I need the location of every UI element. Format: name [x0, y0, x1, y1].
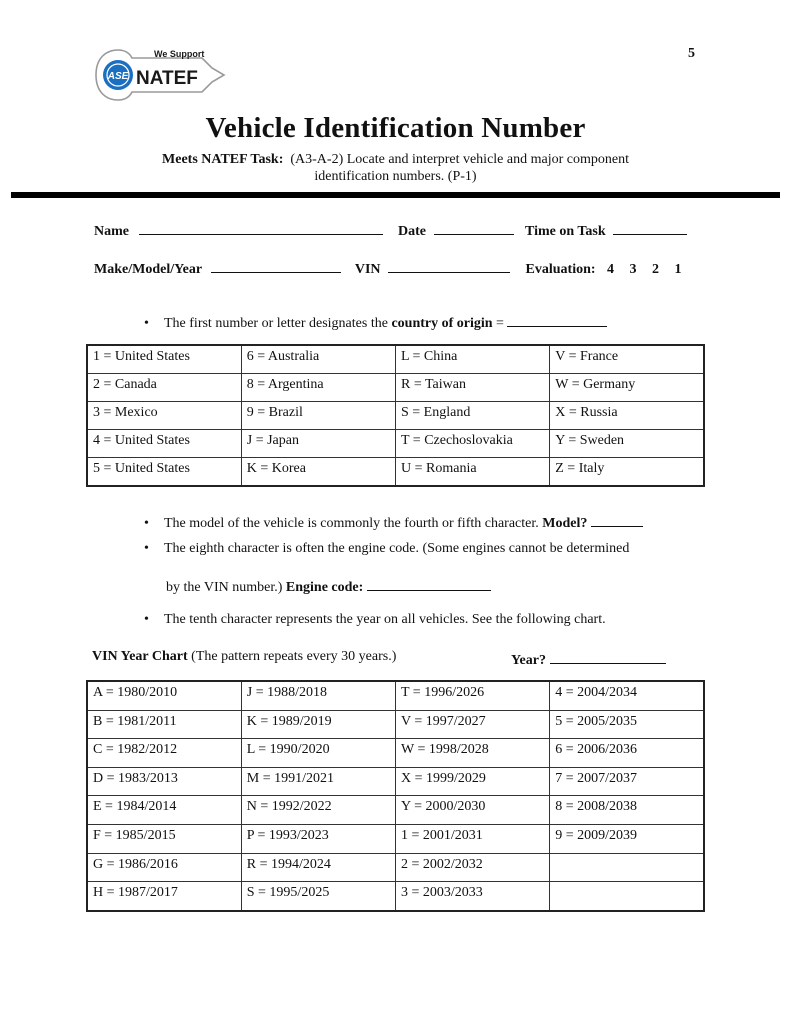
year-note-text: The tenth character represents the year on all vehicles. See the following chart. — [164, 612, 606, 627]
table-cell: D = 1983/2013 — [87, 767, 241, 796]
table-cell: 8 = Argentina — [241, 374, 395, 402]
vin-label: VIN — [354, 262, 381, 277]
time-on-task-field[interactable] — [613, 220, 687, 235]
table-cell — [550, 853, 704, 882]
table-cell: H = 1987/2017 — [87, 882, 241, 911]
table-cell: R = Taiwan — [396, 374, 550, 402]
table-cell: 2 = Canada — [87, 374, 241, 402]
evaluation-score-4[interactable]: 4 — [607, 262, 615, 277]
model-field[interactable] — [591, 512, 643, 527]
table-cell: 4 = 2004/2034 — [550, 681, 704, 710]
table-cell: T = Czechoslovakia — [396, 430, 550, 458]
year-table-row — [87, 710, 704, 739]
table-cell: R = 1994/2024 — [241, 853, 395, 882]
table-cell: P = 1993/2023 — [241, 824, 395, 853]
header-divider — [11, 192, 780, 198]
name-label: Name — [94, 224, 129, 239]
table-cell — [550, 882, 704, 911]
country-table-row — [87, 458, 704, 487]
table-cell: N = 1992/2022 — [241, 796, 395, 825]
evaluation-score-1[interactable]: 1 — [674, 262, 682, 277]
bullet-icon: • — [144, 612, 149, 627]
year-table-row — [87, 796, 704, 825]
table-cell: 6 = Australia — [241, 345, 395, 374]
table-cell: V = 1997/2027 — [396, 710, 550, 739]
table-cell: 2 = 2002/2032 — [396, 853, 550, 882]
table-cell: B = 1981/2011 — [87, 710, 241, 739]
table-cell: L = China — [396, 345, 550, 374]
evaluation-label: Evaluation: — [525, 262, 596, 277]
table-cell: 3 = 2003/2033 — [396, 882, 550, 911]
page-number: 5 — [688, 46, 695, 61]
year-label: Year? — [511, 653, 546, 668]
model-note-text: The model of the vehicle is commonly the fourth or fifth character. — [164, 516, 543, 531]
country-note-text: The first number or letter designates the — [164, 316, 392, 331]
year-prompt — [511, 649, 666, 669]
table-cell: 3 = Mexico — [87, 402, 241, 430]
table-cell: 5 = United States — [87, 458, 241, 487]
page-title: Vehicle Identification Number — [205, 112, 586, 144]
table-cell: L = 1990/2020 — [241, 739, 395, 768]
country-note-bold: country of origin — [391, 316, 493, 331]
table-cell: J = Japan — [241, 430, 395, 458]
table-cell: V = France — [550, 345, 704, 374]
logo-tagline: We Support — [154, 49, 205, 59]
country-code-table — [86, 344, 705, 487]
country-table-row — [87, 402, 704, 430]
vehicle-info-row — [94, 258, 682, 278]
table-cell: T = 1996/2026 — [396, 681, 550, 710]
name-field[interactable] — [139, 220, 383, 235]
date-field[interactable] — [434, 220, 514, 235]
table-cell: Y = 2000/2030 — [396, 796, 550, 825]
table-cell: 1 = 2001/2031 — [396, 824, 550, 853]
table-cell: 7 = 2007/2037 — [550, 767, 704, 796]
year-table-row — [87, 853, 704, 882]
bullet-icon: • — [144, 516, 149, 531]
evaluation-score-3[interactable]: 3 — [629, 262, 637, 277]
country-note-suffix: = — [492, 316, 508, 331]
year-table-row — [87, 767, 704, 796]
vin-year-chart-heading — [92, 649, 396, 665]
engine-note-continued: by the VIN number.) — [166, 580, 286, 595]
table-cell: 4 = United States — [87, 430, 241, 458]
table-cell: 6 = 2006/2036 — [550, 739, 704, 768]
year-note — [144, 612, 606, 628]
logo-name: NATEF — [136, 68, 198, 89]
vin-year-table — [86, 680, 705, 912]
country-table-row — [87, 345, 704, 374]
year-field[interactable] — [550, 649, 666, 664]
engine-code-line — [166, 576, 491, 596]
table-cell: 5 = 2005/2035 — [550, 710, 704, 739]
table-cell: 9 = 2009/2039 — [550, 824, 704, 853]
bullet-icon: • — [144, 541, 149, 556]
engine-code-field[interactable] — [367, 576, 491, 591]
country-of-origin-field[interactable] — [507, 312, 607, 327]
table-cell: M = 1991/2021 — [241, 767, 395, 796]
year-table-row — [87, 681, 704, 710]
task-text-line2: identification numbers. (P-1) — [314, 169, 477, 184]
bullet-icon: • — [144, 316, 149, 331]
table-cell: Z = Italy — [550, 458, 704, 487]
table-cell: J = 1988/2018 — [241, 681, 395, 710]
evaluation-score-2[interactable]: 2 — [652, 262, 660, 277]
vin-field[interactable] — [388, 258, 510, 273]
table-cell: A = 1980/2010 — [87, 681, 241, 710]
vin-year-chart-title: VIN Year Chart — [92, 649, 188, 664]
table-cell: W = Germany — [550, 374, 704, 402]
make-model-year-label: Make/Model/Year — [94, 262, 202, 277]
vin-year-chart-note: (The pattern repeats every 30 years.) — [187, 649, 397, 664]
natef-key-logo-icon — [92, 44, 232, 106]
table-cell: G = 1986/2016 — [87, 853, 241, 882]
table-cell: X = 1999/2029 — [396, 767, 550, 796]
table-cell: 1 = United States — [87, 345, 241, 374]
model-note — [144, 512, 643, 532]
table-cell: K = Korea — [241, 458, 395, 487]
time-on-task-label: Time on Task — [525, 224, 606, 239]
table-cell: K = 1989/2019 — [241, 710, 395, 739]
model-label: Model? — [542, 516, 588, 531]
engine-code-label: Engine code: — [285, 580, 364, 595]
table-cell: F = 1985/2015 — [87, 824, 241, 853]
table-cell: C = 1982/2012 — [87, 739, 241, 768]
country-table-row — [87, 430, 704, 458]
make-model-year-field[interactable] — [211, 258, 341, 273]
date-label: Date — [398, 224, 426, 239]
ase-badge-text: ASE — [107, 71, 129, 82]
year-table-row — [87, 739, 704, 768]
country-table-row — [87, 374, 704, 402]
task-label: Meets NATEF Task: — [162, 152, 284, 167]
task-text-line1: (A3-A-2) Locate and interpret vehicle and major component — [290, 152, 629, 167]
table-cell: S = England — [396, 402, 550, 430]
table-cell: W = 1998/2028 — [396, 739, 550, 768]
table-cell: 9 = Brazil — [241, 402, 395, 430]
year-table-row — [87, 824, 704, 853]
year-table-row — [87, 882, 704, 911]
table-cell: Y = Sweden — [550, 430, 704, 458]
country-of-origin-note — [144, 312, 607, 332]
task-description — [0, 151, 791, 185]
student-info-row — [94, 220, 687, 240]
table-cell: X = Russia — [550, 402, 704, 430]
table-cell: U = Romania — [396, 458, 550, 487]
table-cell: E = 1984/2014 — [87, 796, 241, 825]
table-cell: S = 1995/2025 — [241, 882, 395, 911]
engine-note — [144, 541, 629, 557]
engine-note-text: The eighth character is often the engine code. (Some engines cannot be determined — [164, 541, 630, 556]
table-cell: 8 = 2008/2038 — [550, 796, 704, 825]
